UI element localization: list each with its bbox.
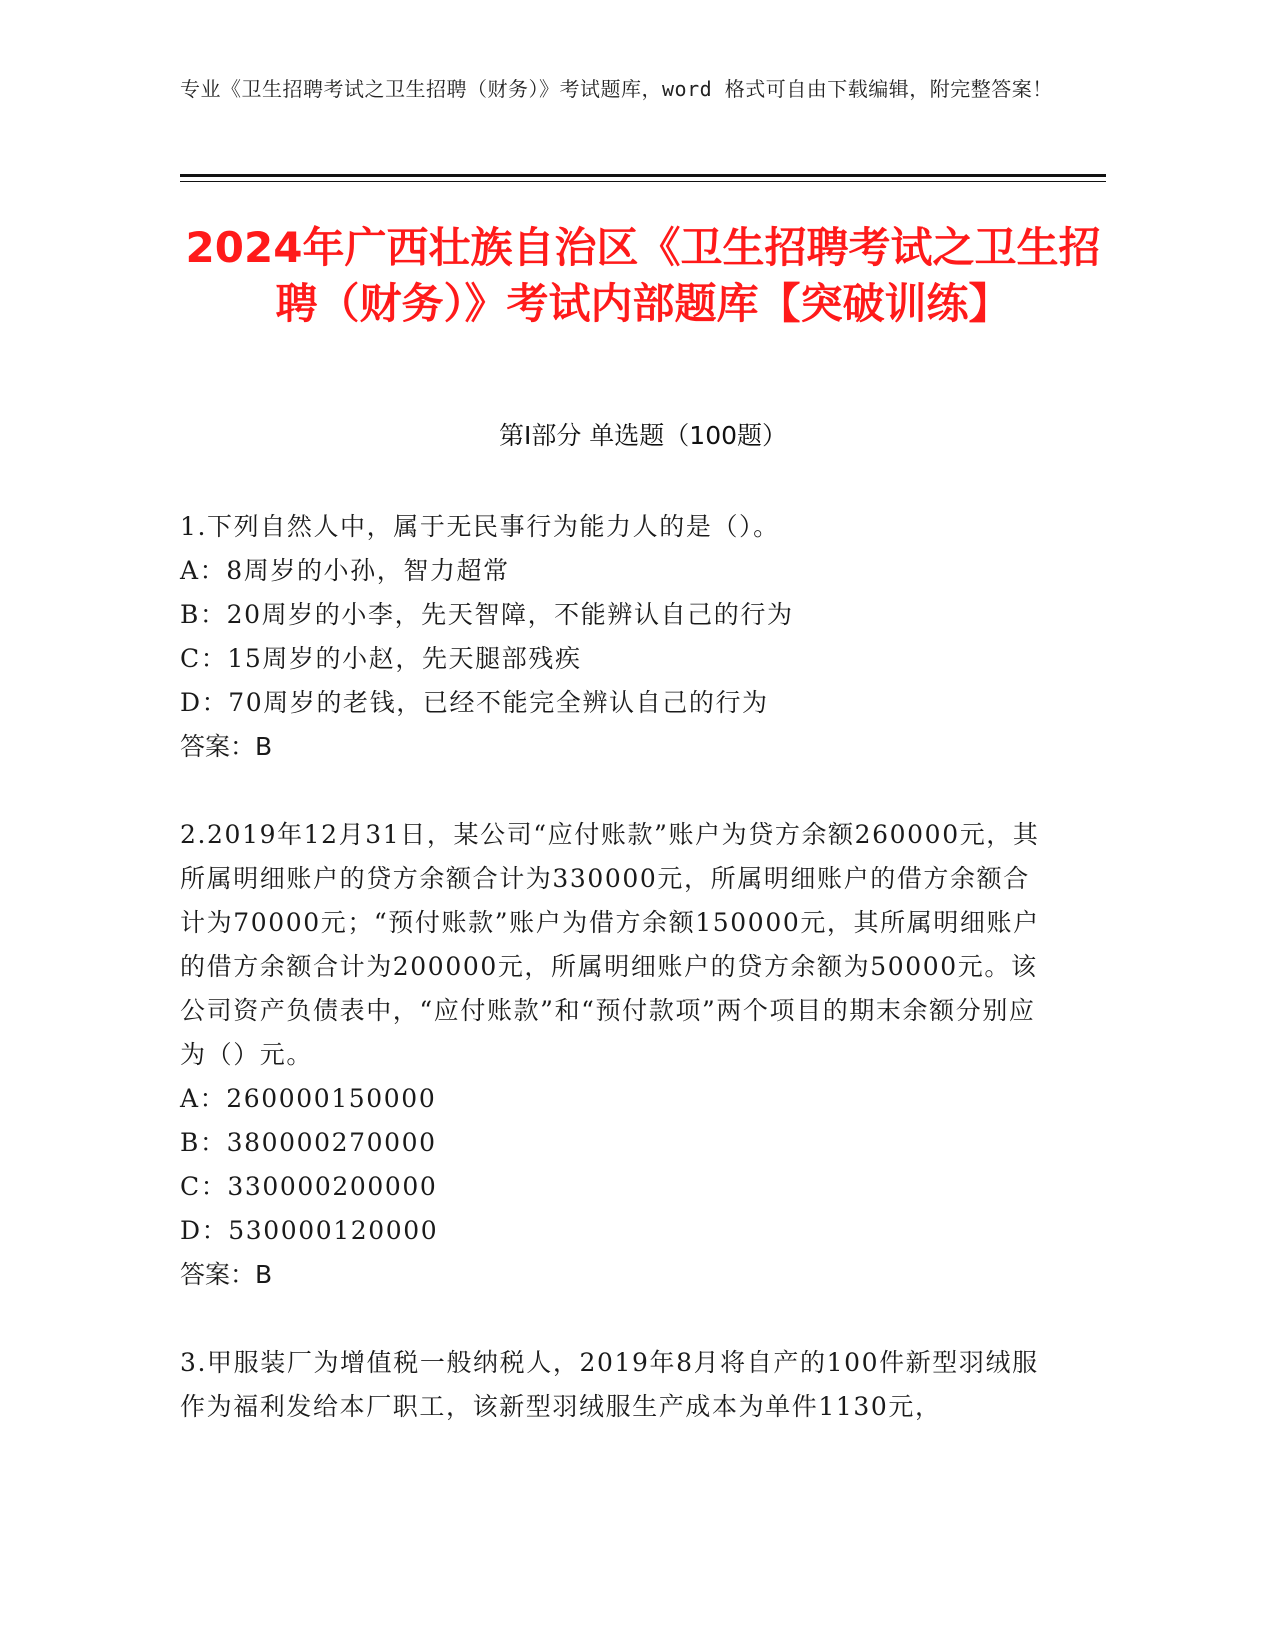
option-b: B：380000270000 [180, 1128, 437, 1157]
option-d: D：530000120000 [180, 1216, 439, 1245]
option-c: C：15周岁的小赵，先天腿部残疾 [180, 644, 582, 673]
header-note: 专业《卫生招聘考试之卫生招聘（财务）》考试题库，word 格式可自由下载编辑，附完整答案！ [180, 77, 1053, 101]
option-a: A：8周岁的小孙，智力超常 [180, 556, 510, 585]
option-a: A：260000150000 [180, 1084, 437, 1113]
option-c: C：330000200000 [180, 1172, 438, 1201]
question-stem: 3.甲服装厂为增值税一般纳税人，2019年8月将自产的100件新型羽绒服作为福利发给本厂职工，该新型羽绒服生产成本为单件1130元， [180, 1348, 1039, 1421]
header-divider-thin [180, 181, 1106, 182]
question-1 [180, 505, 1040, 769]
answer: 答案：B [180, 1260, 273, 1289]
section-heading: 第Ⅰ部分 单选题（100题） [498, 421, 788, 450]
question-3 [180, 1341, 1040, 1429]
header-divider-thick [180, 174, 1106, 177]
option-d: D：70周岁的老钱，已经不能完全辨认自己的行为 [180, 688, 769, 717]
question-stem: 1.下列自然人中，属于无民事行为能力人的是（）。 [180, 512, 780, 541]
answer: 答案：B [180, 732, 273, 761]
question-list [180, 505, 1040, 1473]
question-2 [180, 813, 1040, 1297]
question-stem: 2.2019年12月31日，某公司“应付账款”账户为贷方余额260000元，其所属明细账户的贷方余额合计为330000元，所属明细账户的借方余额合计为70000元；“预付账款”账户为借方余额150000元，其所属明细账户的借方余额合计为200000元，所属明细账户的贷方余额为50000元。该公司资产负债表中，“应付账款”和“预付款项”两个项目的期末余额分别应为（）元。 [180, 820, 1040, 1069]
option-b: B：20周岁的小李，先天智障，不能辨认自己的行为 [180, 600, 794, 629]
document-title: 2024年广西壮族自治区《卫生招聘考试之卫生招聘（财务）》考试内部题库【突破训练】 [185, 223, 1101, 328]
